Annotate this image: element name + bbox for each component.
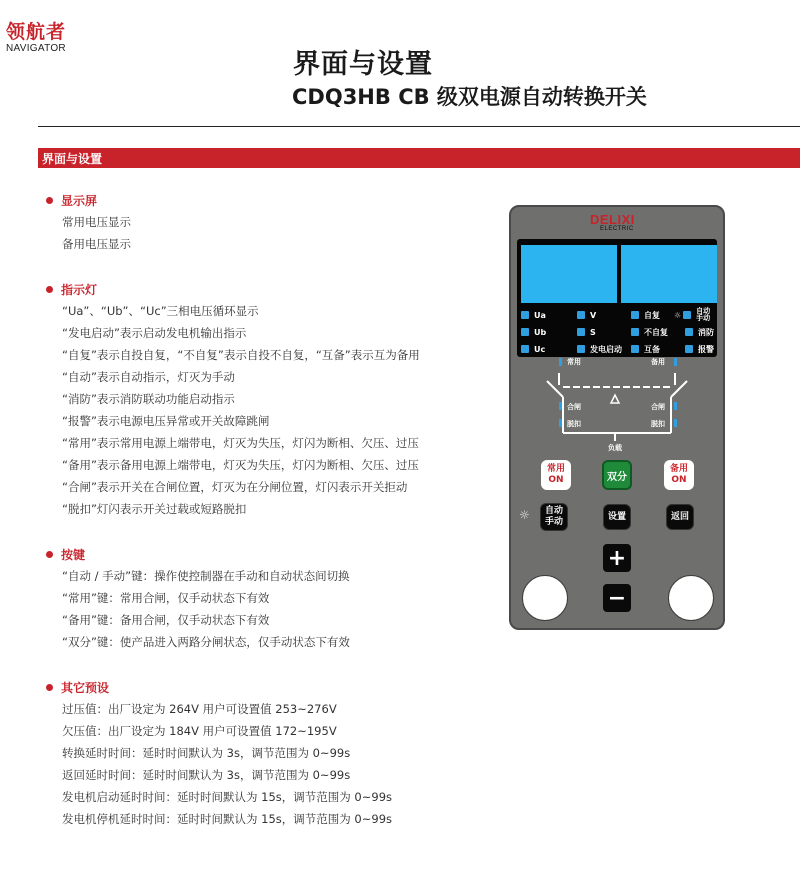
- section-heading: 显示屏: [61, 193, 98, 208]
- bullet-dot: [46, 197, 53, 204]
- triangle-icon: [611, 395, 619, 403]
- label-beiyong: 备用: [651, 358, 665, 366]
- bullet-dot: [46, 551, 53, 558]
- section-heading: 按键: [61, 547, 86, 562]
- delixi-logo-sub: ELECTRIC: [600, 226, 634, 232]
- text-line: 返回延时时间：延时时间默认为 3s，调节范围为 0~99s: [62, 768, 351, 782]
- indicator-xiaofang: 消防: [685, 326, 714, 338]
- text-line: 发电机启动延时时间：延时时间默认为 15s，调节范围为 0~99s: [62, 790, 393, 804]
- indicator-ub: Ub: [521, 326, 546, 338]
- text-line: 发电机停机延时时间：延时时间默认为 15s，调节范围为 0~99s: [62, 812, 393, 826]
- led-changyong: [559, 358, 562, 366]
- text-line: “发电启动”表示启动发电机输出指示: [62, 326, 247, 340]
- text-line: “自动 / 手动”键：操作使控制器在手动和自动状态间切换: [62, 569, 350, 583]
- bullet-dot: [46, 286, 53, 293]
- text-line: 备用电压显示: [62, 237, 131, 251]
- section-indicators: [46, 280, 420, 520]
- label-changyong: 常用: [567, 358, 581, 366]
- text-line: “备用”表示备用电源上端带电，灯灭为失压，灯闪为断相、欠压、过压: [62, 458, 419, 472]
- indicator-auto: ☼ 自动 手动: [674, 307, 711, 322]
- text-line: “常用”表示常用电源上端带电，灯灭为失压，灯闪为断相、欠压、过压: [62, 436, 419, 450]
- logo-chinese: 领航者: [6, 21, 67, 43]
- text-line: “双分”键：使产品进入两路分闸状态，仅手动状态下有效: [62, 635, 350, 649]
- left-knob[interactable]: [522, 575, 568, 621]
- text-line: “常用”键：常用合闸，仅手动状态下有效: [62, 591, 270, 605]
- text-line: “消防”表示消防联动功能启动指示: [62, 392, 235, 406]
- header-divider: [38, 126, 800, 127]
- label-hezha-right: 合闸: [651, 403, 665, 411]
- minus-button[interactable]: −: [603, 584, 631, 612]
- led-tuokou-left: [559, 419, 562, 427]
- text-line: “Ua”、“Ub”、“Uc”三相电压循环显示: [62, 304, 259, 318]
- text-line: “自复”表示自投自复，“不自复”表示自投不自复，“互备”表示互为备用: [62, 348, 420, 362]
- label-tuokou-right: 脱扣: [651, 420, 665, 428]
- shezhi-button[interactable]: 设置: [603, 504, 631, 530]
- indicator-fadian: 发电启动: [577, 343, 622, 355]
- plus-button[interactable]: +: [603, 544, 631, 572]
- led-tuokou-right: [674, 419, 677, 427]
- section-band: [38, 148, 800, 168]
- bullet-dot: [46, 684, 53, 691]
- indicator-v: V: [577, 309, 596, 321]
- section-band-title: 界面与设置: [42, 152, 103, 166]
- indicator-ua: Ua: [521, 309, 546, 321]
- page-subtitle: CDQ3HB CB 级双电源自动转换开关: [292, 85, 647, 109]
- text-line: 常用电压显示: [62, 215, 131, 229]
- lamp-icon: ☼: [674, 310, 682, 320]
- changyong-on-button[interactable]: 常用 ON: [541, 460, 571, 490]
- text-line: 欠压值：出厂设定为 184V 用户可设置值 172~195V: [62, 724, 337, 738]
- text-line: “脱扣”灯闪表示开关过载或短路脱扣: [62, 502, 247, 516]
- text-line: 转换延时时间：延时时间默认为 3s，调节范围为 0~99s: [62, 746, 351, 760]
- label-fuzai: 负载: [608, 444, 622, 452]
- indicator-hubei: 互备: [631, 343, 660, 355]
- delixi-logo: DELIXI: [590, 212, 635, 227]
- fanhui-button[interactable]: 返回: [666, 504, 694, 530]
- shuangfen-button[interactable]: 双分: [602, 460, 632, 490]
- led-beiyong: [674, 358, 677, 366]
- lamp-icon: ☼: [519, 508, 530, 522]
- right-knob[interactable]: [668, 575, 714, 621]
- auto-manual-button[interactable]: 自动 手动: [540, 503, 568, 531]
- led-hezha-left: [559, 402, 562, 410]
- logo-english: NAVIGATOR: [6, 43, 66, 54]
- text-line: “自动”表示自动指示，灯灭为手动: [62, 370, 235, 384]
- section-presets: [46, 678, 392, 830]
- indicator-uc: Uc: [521, 343, 545, 355]
- text-line: “备用”键：备用合闸，仅手动状态下有效: [62, 613, 270, 627]
- brand-logo: [6, 22, 66, 55]
- label-tuokou-left: 脱扣: [567, 420, 581, 428]
- page-title: 界面与设置: [293, 49, 433, 80]
- section-heading: 指示灯: [61, 282, 98, 297]
- indicator-zifu: 自复: [631, 309, 660, 321]
- indicator-buzifu: 不自复: [631, 326, 668, 338]
- led-hezha-right: [674, 402, 677, 410]
- section-heading: 其它预设: [61, 680, 110, 695]
- text-line: “报警”表示电源电压异常或开关故障跳闸: [62, 414, 270, 428]
- section-keys: [46, 545, 350, 653]
- controller-panel: [509, 205, 725, 630]
- text-line: 过压值：出厂设定为 264V 用户可设置值 253~276V: [62, 702, 337, 716]
- label-hezha-left: 合闸: [567, 403, 581, 411]
- indicator-s: S: [577, 326, 596, 338]
- indicator-baojing: 报警: [685, 343, 714, 355]
- beiyong-on-button[interactable]: 备用 ON: [664, 460, 694, 490]
- text-line: “合闸”表示开关在合闸位置，灯灭为在分闸位置，灯闪表示开关拒动: [62, 480, 408, 494]
- section-display: [46, 191, 131, 255]
